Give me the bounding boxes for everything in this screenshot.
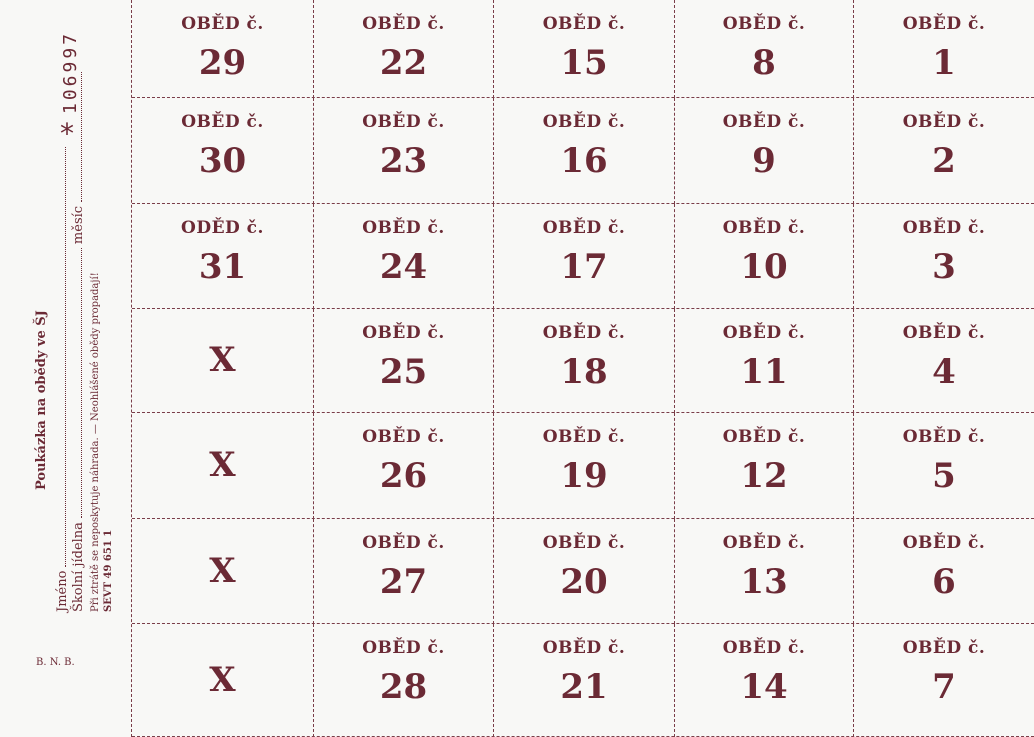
serial-number: 106997 [60,30,81,114]
meal-number: 30 [198,141,247,181]
meal-coupon [132,413,314,519]
meal-label: OBĚD č. [902,323,986,343]
meal-coupon [494,98,675,204]
meal-label: OBĚD č. [902,14,986,34]
meal-label: OBĚD č. [722,218,806,238]
meal-number: 11 [740,352,788,392]
meal-coupon [132,98,314,204]
meal-coupon [675,413,854,519]
meal-coupon [675,98,854,204]
meal-label: OBĚD č. [902,533,986,553]
meal-label: OBĚD č. [542,427,626,447]
coupon-row [132,98,1034,204]
meal-coupon [314,624,494,737]
meal-coupon [314,519,494,624]
meal-label: OBĚD č. [362,533,445,553]
coupon-row [132,204,1034,309]
coupon-row [132,413,1034,519]
meal-coupon [314,98,494,204]
meal-label: OBĚD č. [542,112,626,132]
name-line [55,147,70,612]
meal-number: 12 [740,456,788,496]
meal-label: OBĚD č. [902,427,986,447]
meal-coupon [854,0,1034,98]
meal-coupon [675,204,854,309]
meal-coupon [132,0,314,98]
meal-coupon [675,0,854,98]
meal-label: OBĚD č. [722,638,806,658]
meal-label: OBĚD č. [722,427,806,447]
meal-coupon [132,624,314,737]
meal-number: 19 [560,456,608,496]
meal-label: OBĚD č. [362,14,445,34]
meal-label: OBĚD č. [362,323,445,343]
meal-number: 28 [379,667,428,707]
meal-coupon [854,204,1034,309]
meal-coupon [854,309,1034,413]
meal-label: OBĚD č. [902,112,986,132]
canteen-dotted-field [71,248,82,518]
meal-coupon [314,413,494,519]
meal-number: 5 [932,456,956,496]
meal-label: OBĚD č. [181,112,264,132]
meal-coupon [854,98,1034,204]
meal-number: 6 [932,562,956,602]
meal-label: OBĚD č. [542,533,626,553]
meal-number: 7 [932,667,956,707]
meal-number: 29 [198,43,247,83]
name-label: Jméno [55,570,70,612]
meal-coupon [494,624,675,737]
meal-coupon [314,309,494,413]
meal-label: OBĚD č. [902,638,986,658]
meal-number: 21 [560,667,608,707]
meal-coupon [854,413,1034,519]
meal-coupon [675,309,854,413]
meal-label: OBĚD č. [722,323,806,343]
meal-coupon [314,204,494,309]
meal-coupon [132,204,314,309]
meal-label: OBĚD č. [722,14,806,34]
meal-number: 3 [932,247,956,287]
meal-label: OBĚD č. [902,218,986,238]
meal-label: OBĚD č. [362,218,445,238]
meal-label: OBĚD č. [542,14,626,34]
meal-label: ODĚD č. [181,218,264,238]
month-label: měsíc [71,205,86,245]
meal-label: OBĚD č. [542,218,626,238]
meal-number: 17 [560,247,608,287]
meal-coupon [494,0,675,98]
meal-label: OBĚD č. [362,638,445,658]
meal-coupon [494,519,675,624]
meal-number: 27 [379,562,428,602]
meal-number: 18 [560,352,608,392]
meal-number: 1 [932,43,956,83]
printer-mark: B. N. B. [36,657,75,668]
meal-number: 24 [379,247,428,287]
meal-number: 25 [379,352,428,392]
month-dotted-field [71,72,82,202]
asterisk-mark: * [60,117,74,150]
meal-label: OBĚD č. [542,638,626,658]
coupon-row [132,309,1034,413]
meal-coupon [494,204,675,309]
meal-label: OBĚD č. [181,14,264,34]
meal-coupon [494,309,675,413]
meal-number: 15 [560,43,608,83]
loss-note: Při ztrátě se neposkytuje náhrada. — Neohlášené obědy propadají! [90,272,101,612]
meal-number: 20 [560,562,608,602]
meal-number: 31 [198,247,247,287]
meal-label: OBĚD č. [722,112,806,132]
meal-label: OBĚD č. [722,533,806,553]
meal-number: 8 [752,43,776,83]
meal-label: OBĚD č. [362,112,445,132]
meal-number: 14 [740,667,788,707]
meal-number: 2 [932,141,956,181]
canteen-line [71,72,86,612]
name-dotted-field [55,147,66,567]
meal-number: 22 [379,43,428,83]
coupon-row [132,0,1034,98]
form-code: SEVT 49 651 1 [103,529,114,612]
meal-coupon [314,0,494,98]
void-mark: X [209,445,236,485]
voucher-title: Poukázka na obědy ve ŠJ [34,310,49,490]
meal-coupon [132,519,314,624]
meal-coupon [675,519,854,624]
meal-number: 10 [740,247,788,287]
meal-number: 13 [740,562,788,602]
meal-number: 9 [752,141,776,181]
meal-label: OBĚD č. [362,427,445,447]
meal-coupon [854,624,1034,737]
meal-number: 16 [560,141,608,181]
meal-number: 4 [932,352,956,392]
meal-coupon [132,309,314,413]
canteen-label: Školní jídelna [71,522,86,612]
meal-coupon-grid [132,0,1034,737]
meal-coupon [494,413,675,519]
void-mark: X [209,659,236,700]
meal-number: 26 [379,456,428,496]
meal-coupon [675,624,854,737]
void-mark: X [209,340,236,380]
coupon-row [132,519,1034,624]
coupon-row [132,624,1034,737]
meal-number: 23 [379,141,428,181]
meal-label: OBĚD č. [542,323,626,343]
voucher-stub [0,0,132,737]
void-mark: X [209,550,236,591]
meal-coupon [854,519,1034,624]
